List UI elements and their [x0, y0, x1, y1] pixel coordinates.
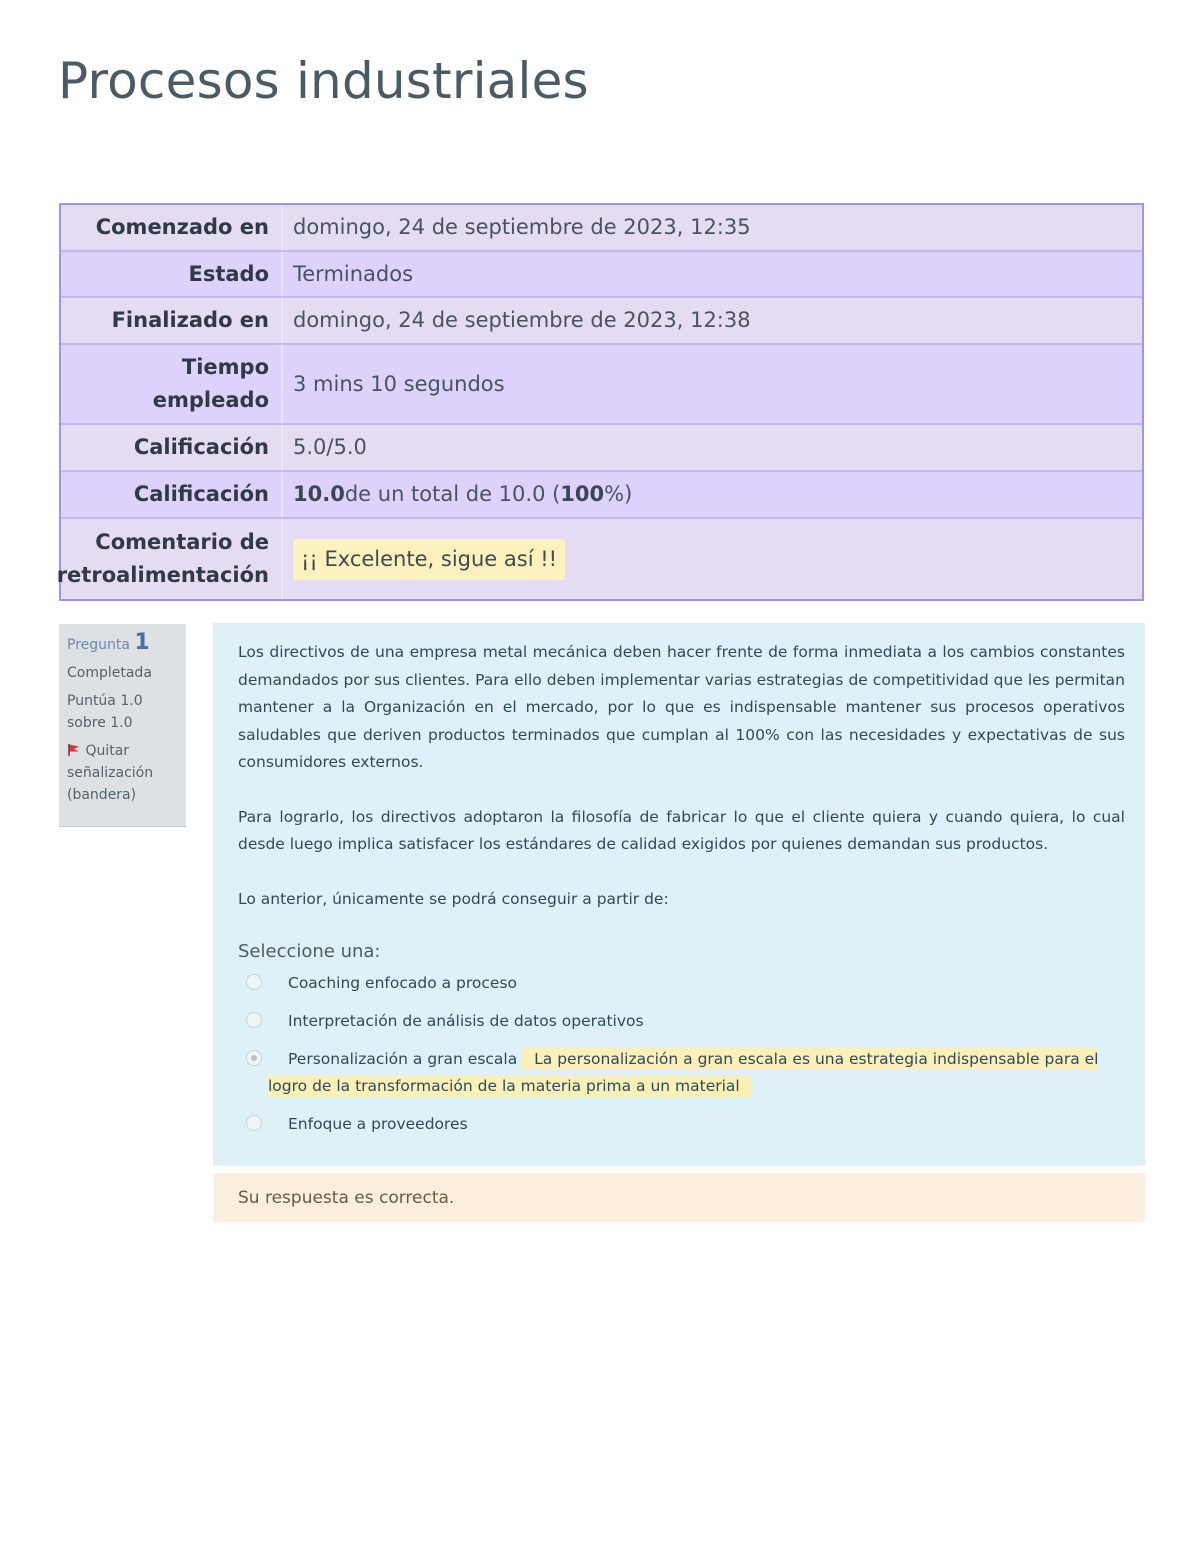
- attempt-summary-table: [56, 203, 1144, 601]
- overall-feedback: ¡¡ Excelente, sigue así !!: [293, 539, 565, 580]
- answer-option[interactable]: [238, 970, 1125, 997]
- summary-label: Comenzado en: [61, 205, 283, 250]
- summary-value: [283, 472, 1142, 517]
- question-content: [213, 623, 1145, 1166]
- question-number-value: 1: [134, 630, 150, 655]
- question-state: Completada: [67, 665, 152, 681]
- grade-value: 10.0: [293, 482, 345, 506]
- answer-prompt: Seleccione una:: [238, 941, 381, 962]
- summary-row-grade: [61, 472, 1142, 519]
- remove-flag-link[interactable]: [67, 740, 178, 806]
- summary-label: Calificación: [61, 472, 283, 517]
- radio-button[interactable]: [246, 1115, 262, 1131]
- answer-option[interactable]: [238, 1111, 1125, 1138]
- grade-percent: 100: [560, 482, 605, 506]
- summary-value: [283, 519, 1142, 599]
- summary-label: Finalizado en: [61, 298, 283, 343]
- remove-flag-label: Quitar señalización (bandera): [67, 743, 154, 803]
- summary-label: Calificación: [61, 425, 283, 470]
- page-title: Procesos industriales: [58, 52, 589, 110]
- option-label: Coaching enfocado a proceso: [288, 973, 518, 992]
- option-label: Interpretación de análisis de datos operativos: [288, 1011, 644, 1030]
- summary-value: Terminados: [293, 261, 414, 286]
- radio-button[interactable]: [246, 974, 262, 990]
- summary-row-finished: [61, 298, 1142, 345]
- answer-option-selected[interactable]: [238, 1046, 1125, 1100]
- option-label: Personalización a gran escala: [288, 1049, 518, 1068]
- option-feedback: La personalización a gran escala es una estrategia indispensable para el logro de la transformación de la materia prima a un material: [268, 1049, 1099, 1095]
- question-score: Puntúa 1.0 sobre 1.0: [67, 693, 143, 731]
- summary-value: domingo, 24 de septiembre de 2023, 12:35: [293, 215, 751, 239]
- summary-row-time-taken: [61, 345, 1142, 425]
- summary-row-started: [61, 205, 1142, 252]
- flag-icon: [67, 743, 81, 757]
- grade-total-text: de un total de 10.0 (: [344, 482, 561, 506]
- question-paragraph: Para lograrlo, los directivos adoptaron la filosofía de fabricar lo que el cliente quiera y cuando quiera, lo cual desde luego implica satisfacer los estándares de calidad exigidos por quienes demandan sus productos.: [238, 807, 1125, 853]
- question-paragraph: Lo anterior, únicamente se podrá conseguir a partir de:: [238, 889, 669, 908]
- option-label: Enfoque a proveedores: [288, 1114, 468, 1133]
- summary-label: Estado: [61, 252, 283, 296]
- summary-row-state: [61, 252, 1142, 298]
- answer-option[interactable]: [238, 1008, 1125, 1035]
- summary-value: 5.0/5.0: [293, 435, 367, 459]
- summary-row-feedback: [56, 519, 1142, 599]
- summary-label: Tiempo empleado: [61, 345, 283, 423]
- question-label: Pregunta: [67, 637, 130, 653]
- question-number: [67, 632, 178, 656]
- question-paragraph: Los directivos de una empresa metal mecánica deben hacer frente de forma inmediata a los cambios constantes demandados por sus clientes. Para ello deben implementar varias estrategias de competitividad que les permitan mantener a la Organización en el mercado, por lo que es indispensable mantener sus procesos operativos saludables que deriven productos terminados que cumplan al 100% con las necesidades y expectativas de sus consumidores externos.: [238, 643, 1125, 771]
- question-outcome: Su respuesta es correcta.: [213, 1173, 1145, 1222]
- question-info-panel: [59, 624, 186, 827]
- radio-button-checked[interactable]: [246, 1050, 262, 1066]
- summary-value: 3 mins 10 segundos: [293, 371, 505, 396]
- grade-percent-end: %): [604, 482, 633, 506]
- summary-row-marks: [61, 425, 1142, 472]
- summary-label: Comentario de retroalimentación: [61, 519, 283, 599]
- summary-value: domingo, 24 de septiembre de 2023, 12:38: [293, 308, 751, 332]
- radio-button[interactable]: [246, 1012, 262, 1028]
